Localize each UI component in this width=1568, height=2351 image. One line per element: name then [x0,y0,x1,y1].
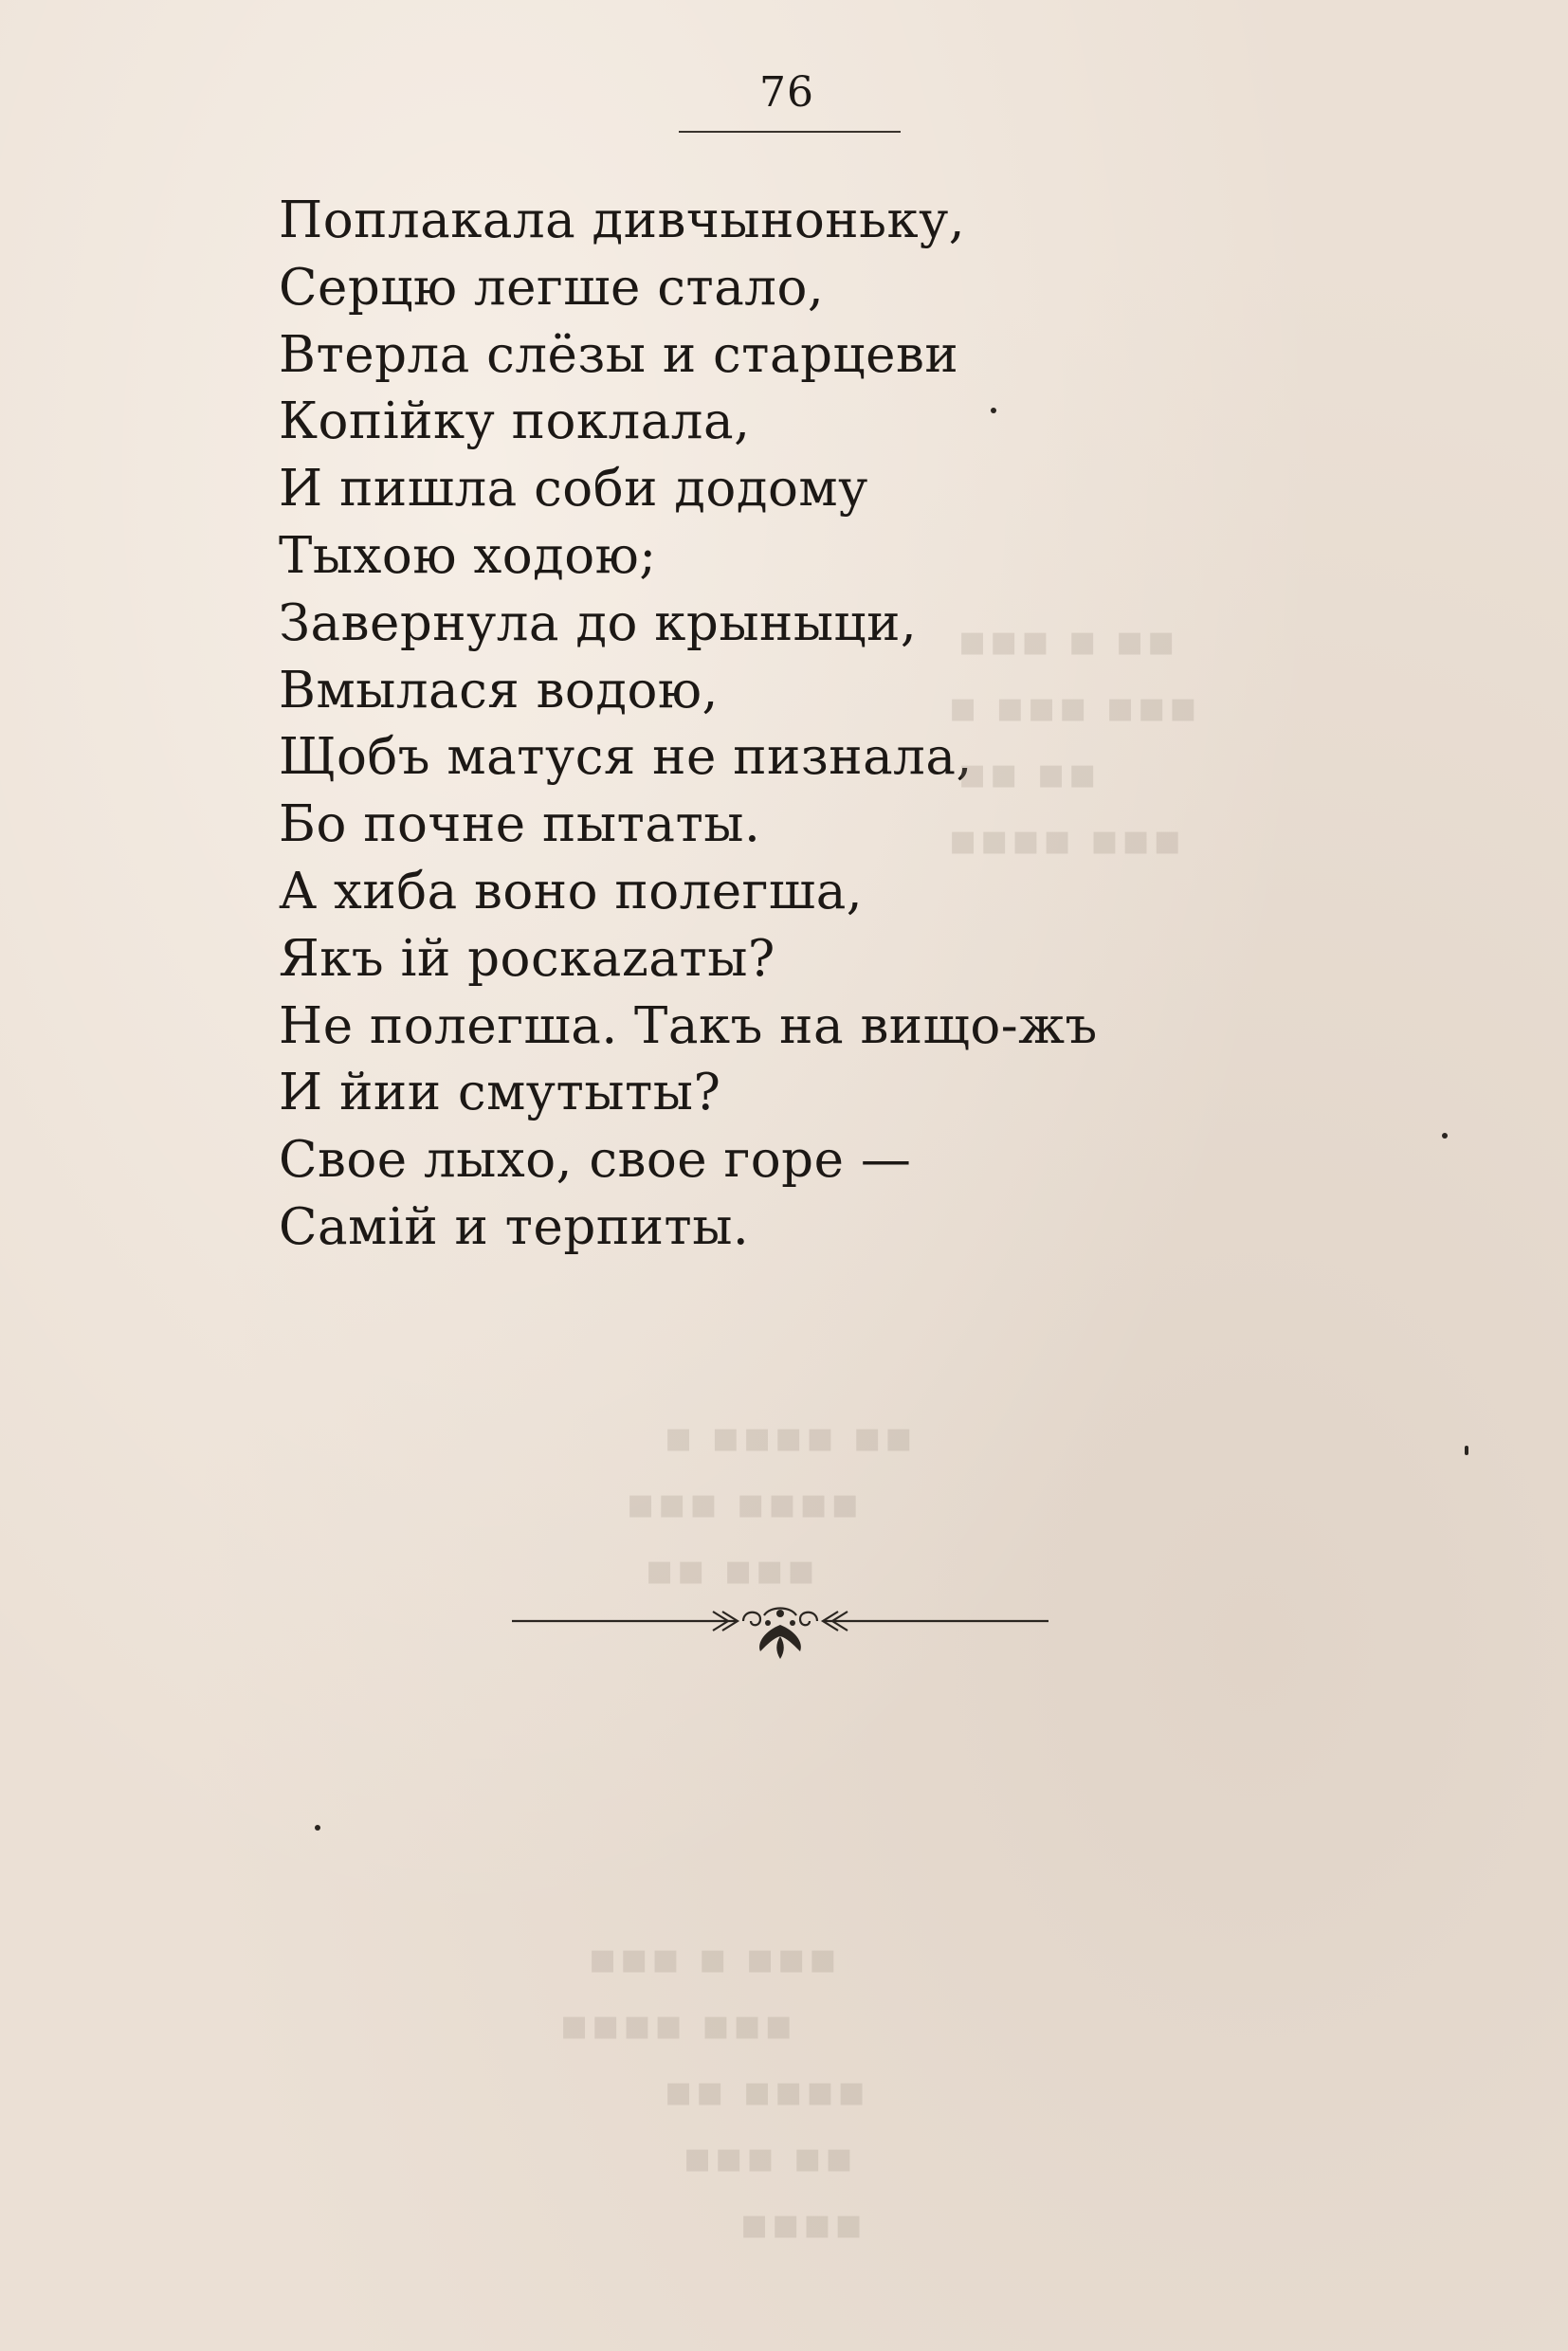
poem-line: Копійку поклала, [279,392,751,451]
bleed-through-text: ▪▪▪ ▪▪ [683,2131,856,2182]
ink-speck [1442,1133,1448,1139]
bleed-through-text: ▪▪▪▪ ▪▪▪ [559,1998,795,2050]
bleed-through-text: ▪▪▪▪ [739,2197,866,2249]
poem-line: Серцю легше стало, [279,258,825,317]
poem-line: Свое лыхо, свое горе — [279,1131,912,1190]
ink-speck [315,1825,320,1831]
poem-line: И пишла соби додому [279,460,868,519]
page-number: 76 [759,68,814,117]
header-rule [679,131,901,133]
ink-speck [991,408,996,413]
poem-line: Якъ ій роскazaты? [279,929,775,988]
poem-line: А хиба воно полегша, [279,862,864,920]
bleed-through-text: ▪▪ ▪▪▪ [645,1543,818,1595]
poem-line: Втерла слёзы и старцеви [279,325,959,384]
poem-line: Вмылася водою, [279,661,719,720]
poem-line: И йии смутыты? [279,1064,721,1122]
poem-line: Поплакала дивчыноньку, [279,191,966,249]
poem-line: Бо почне пытаты. [279,795,761,854]
bleed-through-text: ▪▪▪ ▪ ▪▪ [957,614,1178,665]
ink-speck [1465,1446,1468,1455]
bleed-through-text: ▪▪ ▪▪ [957,747,1100,798]
bleed-through-text: ▪▪▪ ▪ ▪▪▪ [588,1932,840,1983]
poem-line: Не полегша. Такъ на вищо-жъ [279,996,1098,1055]
poem-line: Щобъ матуся не пизнала, [279,728,973,787]
poem-line: Тыхою ходою; [279,526,657,585]
poem-line: Самій и терпиты. [279,1197,750,1256]
bleed-through-text: ▪▪▪▪ ▪▪▪ [948,813,1184,865]
bleed-through-text: ▪ ▪▪▪ ▪▪▪ [948,681,1200,732]
bleed-through-text: ▪▪ ▪▪▪▪ [664,2065,868,2116]
bleed-through-text: ▪ ▪▪▪▪ ▪▪ [664,1411,916,1462]
bleed-through-text: ▪▪▪ ▪▪▪▪ [626,1477,862,1528]
poem-line: Завернула до крыныци, [279,593,918,652]
